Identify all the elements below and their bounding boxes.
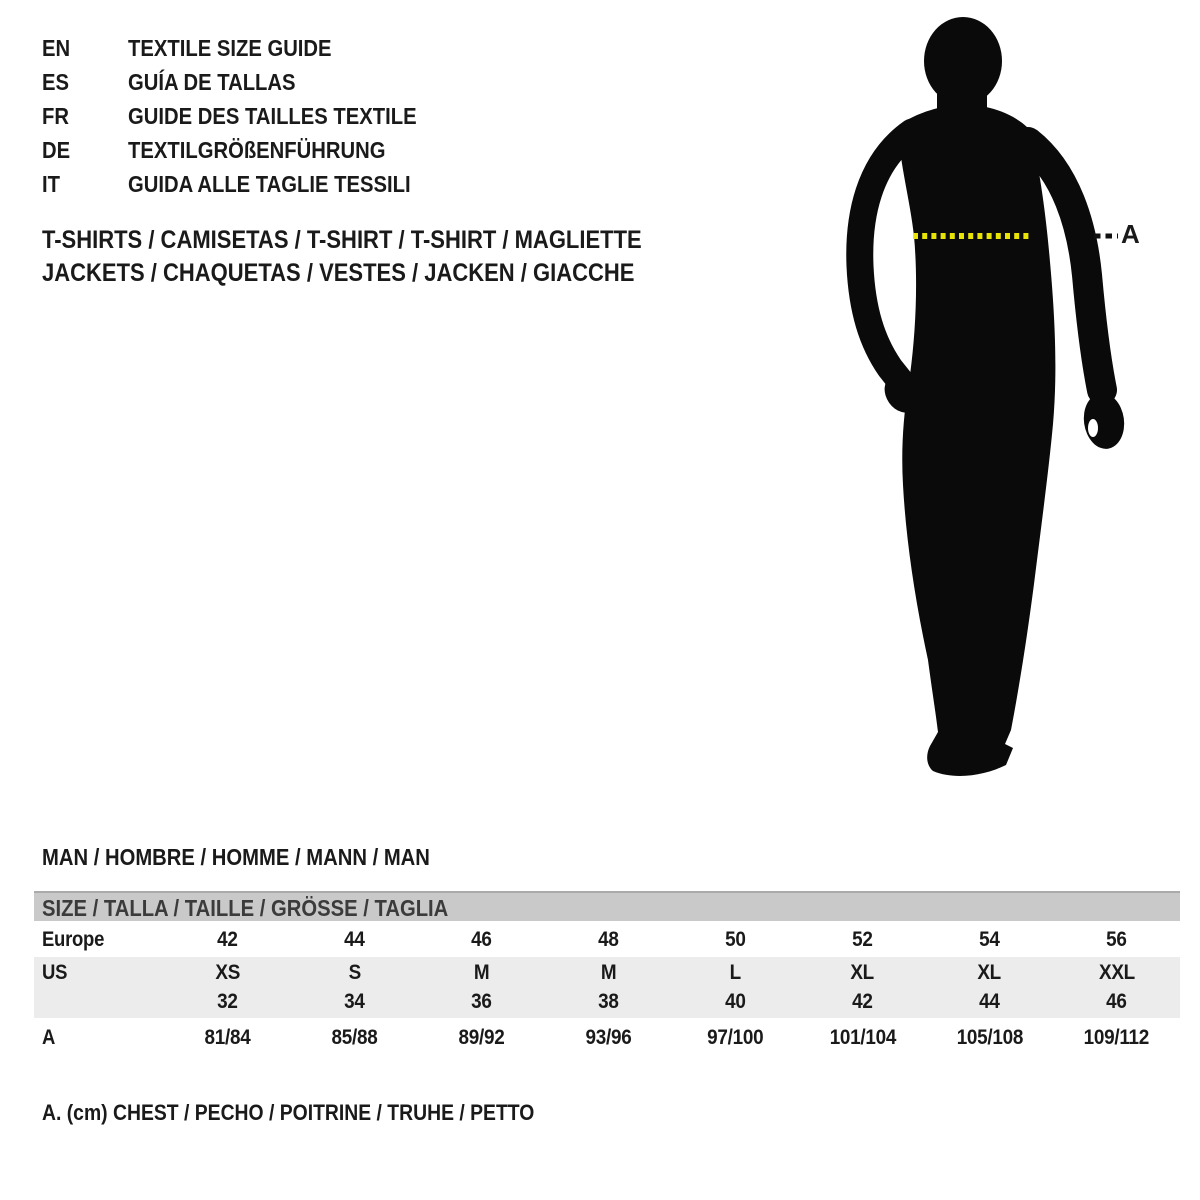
cell-value: 50: [725, 928, 746, 951]
cell-value: M: [600, 961, 617, 984]
cell-value: XXL: [1098, 961, 1135, 984]
lang-code-fr: FR: [42, 103, 69, 129]
left-arm-shape: [860, 132, 912, 396]
cell-value: 97/100: [707, 1026, 764, 1049]
cell-value: 36: [471, 990, 492, 1013]
measure-footnote-text: A. (cm) CHEST / PECHO / POITRINE / TRUHE / PETTO: [42, 1100, 535, 1125]
table-row-us: [34, 957, 1180, 988]
product-line-tshirts: T-SHIRTS / CAMISETAS / T-SHIRT / T-SHIRT / MAGLIETTE: [42, 226, 642, 254]
language-title-block: [42, 31, 456, 201]
cell-value: 44: [344, 928, 365, 951]
cell-value: 105/108: [956, 1026, 1023, 1049]
torso-legs-shape: [898, 107, 1055, 776]
cell-value: 32: [217, 990, 238, 1013]
cell-value: 42: [217, 928, 238, 951]
cell-value: 89/92: [458, 1026, 505, 1049]
size-table-header: [34, 891, 1180, 921]
cell-value: 44: [979, 990, 1000, 1013]
cell-value: 81/84: [204, 1026, 251, 1049]
title-it: GUIDA ALLE TAGLIE TESSILI: [128, 171, 411, 197]
cell-value: 101/104: [829, 1026, 896, 1049]
title-row-fr: [42, 99, 456, 133]
cell-value: 34: [344, 990, 365, 1013]
row-label-europe: Europe: [42, 928, 105, 951]
cell-value: 56: [1106, 928, 1127, 951]
title-es: GUÍA DE TALLAS: [128, 69, 296, 95]
title-de: TEXTILGRÖßENFÜHRUNG: [128, 137, 386, 163]
measure-label-a: A: [1121, 219, 1140, 249]
cell-value: L: [729, 961, 742, 984]
cell-value: XS: [215, 961, 240, 984]
cell-value: 109/112: [1083, 1026, 1150, 1049]
cell-value: 38: [598, 990, 619, 1013]
right-fist-shape: [1080, 390, 1127, 451]
cell-value: 52: [852, 928, 873, 951]
cell-value: 46: [471, 928, 492, 951]
cell-value: 42: [852, 990, 873, 1013]
measure-footnote: [42, 1100, 601, 1126]
lang-code-de: DE: [42, 137, 71, 163]
gender-heading-text: MAN / HOMBRE / HOMME / MANN / MAN: [42, 844, 430, 870]
title-row-es: [42, 65, 456, 99]
cell-value: S: [348, 961, 361, 984]
title-row-en: [42, 31, 456, 65]
title-en: TEXTILE SIZE GUIDE: [128, 35, 332, 61]
head-shape: [924, 17, 1002, 105]
table-row-chest-a: [34, 1018, 1180, 1056]
row-label-a: A: [42, 1026, 56, 1049]
lang-code-it: IT: [42, 171, 60, 197]
table-row-europe: [34, 921, 1180, 957]
right-arm-shape: [1028, 142, 1102, 390]
cell-value: 93/96: [585, 1026, 632, 1049]
cell-value: M: [473, 961, 490, 984]
cell-value: 40: [725, 990, 746, 1013]
fist-notch: [1088, 419, 1098, 437]
neck-shape: [937, 88, 987, 120]
size-table: [34, 891, 1180, 1056]
size-table-header-text: SIZE / TALLA / TAILLE / GRÖSSE / TAGLIA: [42, 895, 449, 921]
left-hand-shape: [877, 366, 929, 420]
gender-heading: [42, 844, 483, 870]
title-row-de: [42, 133, 456, 167]
lang-code-en: EN: [42, 35, 71, 61]
product-line-jackets: JACKETS / CHAQUETAS / VESTES / JACKEN / GIACCHE: [42, 259, 635, 287]
product-categories: [42, 224, 723, 290]
cell-value: 48: [598, 928, 619, 951]
cell-value: 85/88: [331, 1026, 378, 1049]
table-row-numeric: [34, 988, 1180, 1018]
title-row-it: [42, 167, 456, 201]
lang-code-es: ES: [42, 69, 70, 95]
man-silhouette: [860, 17, 1128, 776]
cell-value: XL: [850, 961, 875, 984]
cell-value: XL: [977, 961, 1002, 984]
row-label-us: US: [42, 961, 68, 984]
cell-value: 54: [979, 928, 1000, 951]
cell-value: 46: [1106, 990, 1127, 1013]
title-fr: GUIDE DES TAILLES TEXTILE: [128, 103, 417, 129]
